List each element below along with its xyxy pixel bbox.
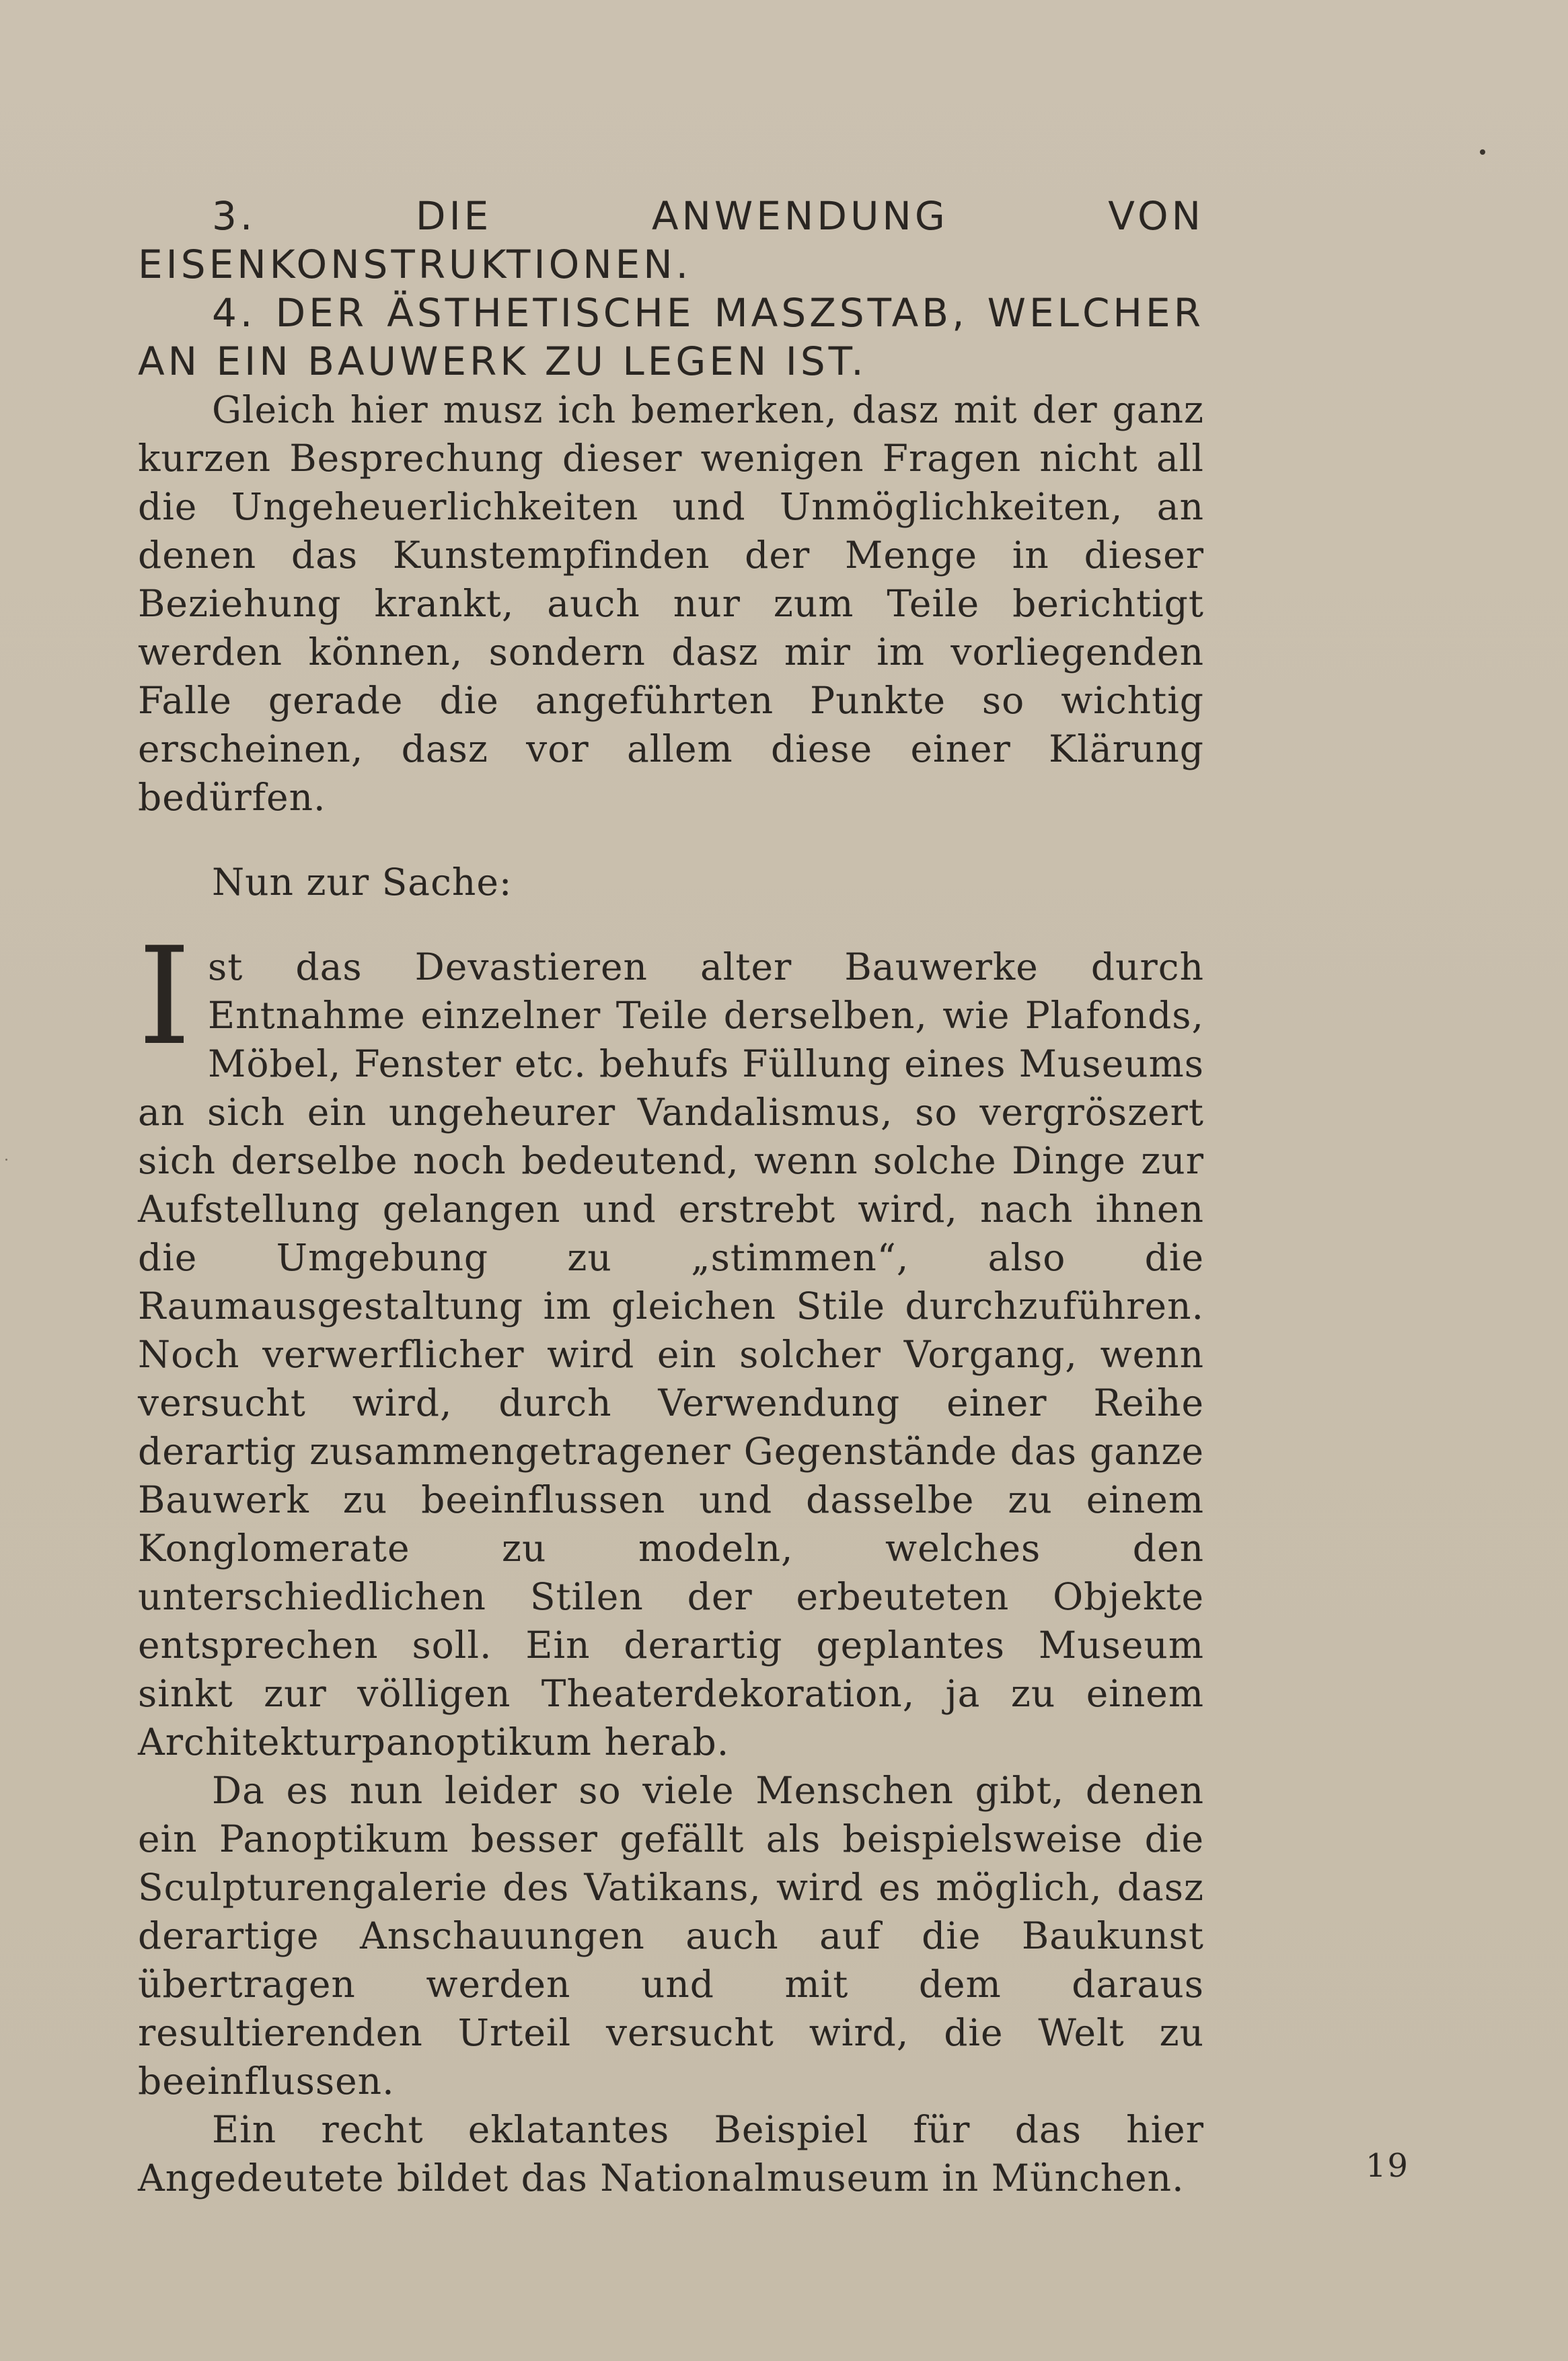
main-paragraph bbox=[138, 918, 1204, 1766]
main-paragraph-text: st das Devastieren alter Bauwerke durch Entnahme einzelner Teile derselben, wie Plafonds, Möbel, Fenster etc. behufs Füllung eines Museums an sich ein ungeheurer Vandalismus, so vergröszert sich derselbe noch bedeutend, wenn solche Dinge zur Aufstellung gelangen und erstrebt wird, nach ihnen die Umgebung zu „stimmen“, also die Raumausgestaltung im gleichen Stile durchzuführen. Noch verwerflicher wird ein solcher Vorgang, wenn versucht wird, durch Verwendung einer Reihe derartig zusammengetragener Gegenstände das ganze Bauwerk zu beeinflussen und dasselbe zu einem Konglomerate zu modeln, welches den unterschiedlichen Stilen der erbeuteten Objekte entsprechen soll. Ein derartig geplantes Museum sinkt zur völligen Theaterdekoration, ja zu einem Architekturpanoptikum herab. bbox=[138, 945, 1204, 1764]
drop-cap: I bbox=[138, 918, 192, 1075]
heading-number: 3. bbox=[212, 193, 256, 239]
ink-speck bbox=[1480, 149, 1485, 155]
example-paragraph: Ein recht eklatantes Beispiel für das hier Angedeutete bildet das Nationalmuseum in München. bbox=[138, 2108, 1204, 2200]
ink-speck bbox=[5, 1159, 7, 1161]
transition-line: Nun zur Sache: bbox=[212, 861, 513, 904]
panoptikum-paragraph: Da es nun leider so viele Menschen gibt, denen ein Panoptikum besser gefällt als beispielsweise die Sculpturengalerie des Vatikans, wird es möglich, dasz derartige Anschauungen auch auf die Baukunst übertragen werden und mit dem daraus resultierenden Urteil versucht wird, die Welt zu beeinflussen. bbox=[138, 1769, 1204, 2103]
text-column bbox=[138, 192, 1204, 2202]
intro-paragraph: Gleich hier musz ich bemerken, dasz mit der ganz kurzen Besprechung dieser wenigen Fragen nicht all die Ungeheuerlichkeiten und Unmöglichkeiten, an denen das Kunstempfinden der Menge in dieser Beziehung krankt, auch nur zum Teile berichtigt werden können, sondern dasz mir im vorliegenden Falle gerade die angeführten Punkte so wichtig erscheinen, dasz vor allem diese einer Klärung bedürfen. bbox=[138, 388, 1204, 819]
section-heading-4 bbox=[138, 289, 1204, 386]
section-heading-3 bbox=[138, 192, 1204, 289]
page-number: 19 bbox=[1366, 2147, 1410, 2185]
heading-text: DER ÄSTHETISCHE MASZSTAB, WELCHER AN EIN BAUWERK ZU LEGEN IST. bbox=[138, 290, 1204, 384]
heading-number: 4. bbox=[212, 290, 256, 336]
heading-text: DIE ANWENDUNG VON EISENKONSTRUKTIONEN. bbox=[138, 193, 1205, 287]
